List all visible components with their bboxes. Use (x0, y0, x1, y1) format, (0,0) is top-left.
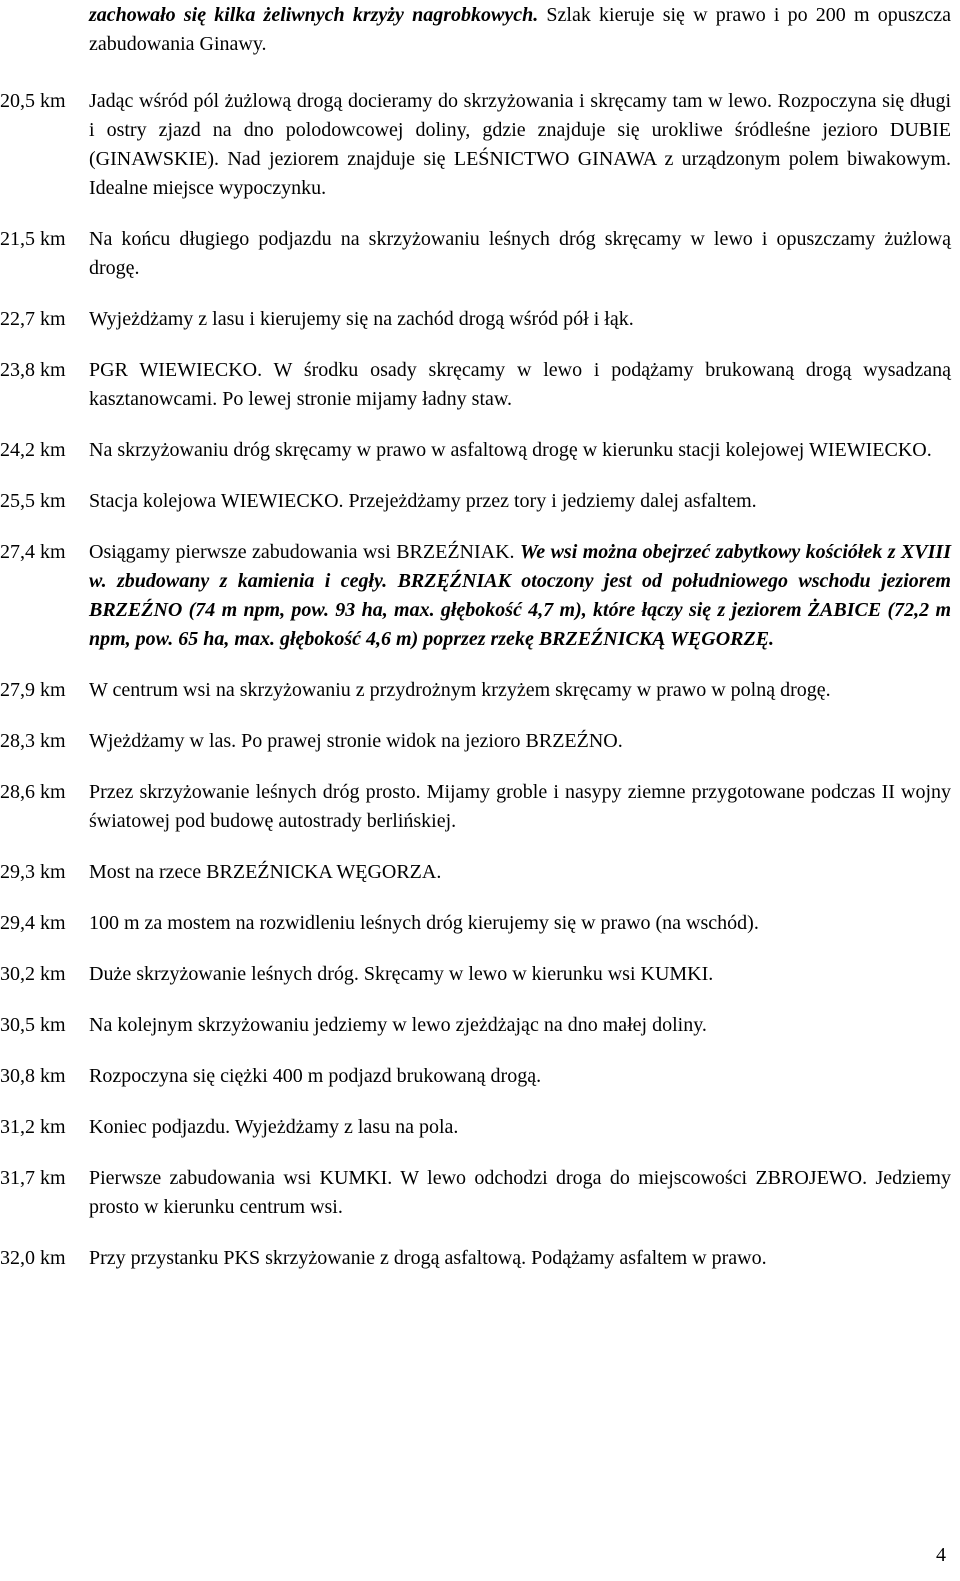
km-marker: 20,5 km (0, 90, 66, 112)
entry-text: Most na rzece BRZEŹNICKA WĘGORZA. (89, 861, 442, 883)
km-marker: 32,0 km (0, 1247, 66, 1269)
route-entry (0, 436, 951, 465)
km-marker: 23,8 km (0, 359, 66, 381)
route-entry (0, 858, 951, 887)
km-marker: 28,6 km (0, 781, 66, 803)
route-entry (0, 305, 951, 334)
entry-text: Pierwsze zabudowania wsi KUMKI. W lewo odchodzi droga do miejscowości ZBROJEWO. Jedziemy prosto w kierunku centrum wsi. (89, 1167, 951, 1218)
entry-text: PGR WIEWIECKO. W środku osady skręcamy w lewo i podążamy brukowaną drogą wysadzaną kasztanowcami. Po lewej stronie mijamy ładny staw. (89, 359, 951, 410)
km-marker: 21,5 km (0, 228, 66, 250)
km-marker: 31,2 km (0, 1116, 66, 1138)
route-entry (0, 1062, 951, 1091)
km-marker: 24,2 km (0, 439, 66, 461)
km-marker: 29,4 km (0, 912, 66, 934)
km-marker: 31,7 km (0, 1167, 66, 1189)
entry-text: Wyjeżdżamy z lasu i kierujemy się na zachód drogą wśród pół i łąk. (89, 308, 634, 330)
route-entry (0, 225, 951, 283)
entry-text: Przy przystanku PKS skrzyżowanie z drogą asfaltową. Podążamy asfaltem w prawo. (89, 1247, 767, 1269)
km-marker: 28,3 km (0, 730, 66, 752)
route-entry (0, 960, 951, 989)
route-entry (0, 1164, 951, 1222)
route-entry (0, 538, 951, 654)
route-entry (0, 676, 951, 705)
entry-text: 100 m za mostem na rozwidleniu leśnych dróg kierujemy się w prawo (na wschód). (89, 912, 759, 934)
entry-text: Duże skrzyżowanie leśnych dróg. Skręcamy w lewo w kierunku wsi KUMKI. (89, 963, 714, 985)
route-entry (0, 909, 951, 938)
entry-text: Na kolejnym skrzyżowaniu jedziemy w lewo zjeżdżając na dno małej doliny. (89, 1014, 707, 1036)
entry-text: Wjeżdżamy w las. Po prawej stronie widok na jezioro BRZEŹNO. (89, 730, 623, 752)
route-entry (0, 778, 951, 836)
entry-text: Stacja kolejowa WIEWIECKO. Przejeżdżamy przez tory i jedziemy dalej asfaltem. (89, 490, 757, 512)
km-marker: 30,2 km (0, 963, 66, 985)
entry-plain-text: Osiągamy pierwsze zabudowania wsi BRZEŹNIAK. (89, 541, 520, 563)
route-entry (0, 1113, 951, 1142)
entry-text: Przez skrzyżowanie leśnych dróg prosto. Mijamy groble i nasypy ziemne przygotowane podczas II wojny światowej pod budowę autostrady berlińskiej. (89, 781, 951, 832)
km-marker: 27,9 km (0, 679, 66, 701)
page-number: 4 (936, 1544, 946, 1566)
route-entry (0, 727, 951, 756)
entry-text: W centrum wsi na skrzyżowaniu z przydrożnym krzyżem skręcamy w prawo w polną drogę. (89, 679, 831, 701)
km-marker: 22,7 km (0, 308, 66, 330)
intro-bold-italic: zachowało się kilka żeliwnych krzyży nagrobkowych. (89, 4, 539, 26)
entry-text: Rozpoczyna się ciężki 400 m podjazd brukowaną drogą. (89, 1065, 542, 1087)
entry-text: Jadąc wśród pól żużlową drogą docieramy do skrzyżowania i skręcamy tam w lewo. Rozpoczyna się długi i ostry zjazd na dno polodowcowej doliny, gdzie znajduje się urokliwe śródleśne jezioro DUBIE (GINAWSKIE). Nad jeziorem znajduje się LEŚNICTWO GINAWA z urządzonym polem biwakowym. Idealne miejsce wypoczynku. (89, 90, 951, 199)
intro-paragraph (89, 0, 951, 59)
km-marker: 25,5 km (0, 490, 66, 512)
km-marker: 27,4 km (0, 541, 66, 563)
intro-text: Szlak kieruje się w prawo i po 200 m opuszcza zabudowania Ginawy. (89, 4, 951, 55)
route-entry (0, 1244, 951, 1273)
km-marker: 29,3 km (0, 861, 66, 883)
entry-text: Na końcu długiego podjazdu na skrzyżowaniu leśnych dróg skręcamy w lewo i opuszczamy żużlową drogę. (89, 228, 951, 279)
entry-text: Koniec podjazdu. Wyjeżdżamy z lasu na pola. (89, 1116, 459, 1138)
route-entry (0, 1011, 951, 1040)
route-entry (0, 87, 951, 203)
entry-text (89, 538, 951, 654)
km-marker: 30,8 km (0, 1065, 66, 1087)
route-entry (0, 487, 951, 516)
route-entry (0, 356, 951, 414)
km-marker: 30,5 km (0, 1014, 66, 1036)
entry-bold-italic-text: We wsi można obejrzeć zabytkowy kościółek z XVIII w. zbudowany z kamienia i cegły. BRZĘŹNIAK otoczony jest od południowego wschodu jeziorem BRZEŹNO (74 m npm, pow. 93 ha, max. głębokość 4,7 m), które łączy się z jeziorem ŻABICE (72,2 m npm, pow. 65 ha, max. głębokość 4,6 m) poprzez rzekę BRZEŹNICKĄ WĘGORZĘ. (89, 541, 951, 650)
entry-text: Na skrzyżowaniu dróg skręcamy w prawo w asfaltową drogę w kierunku stacji kolejowej WIEWIECKO. (89, 439, 932, 461)
